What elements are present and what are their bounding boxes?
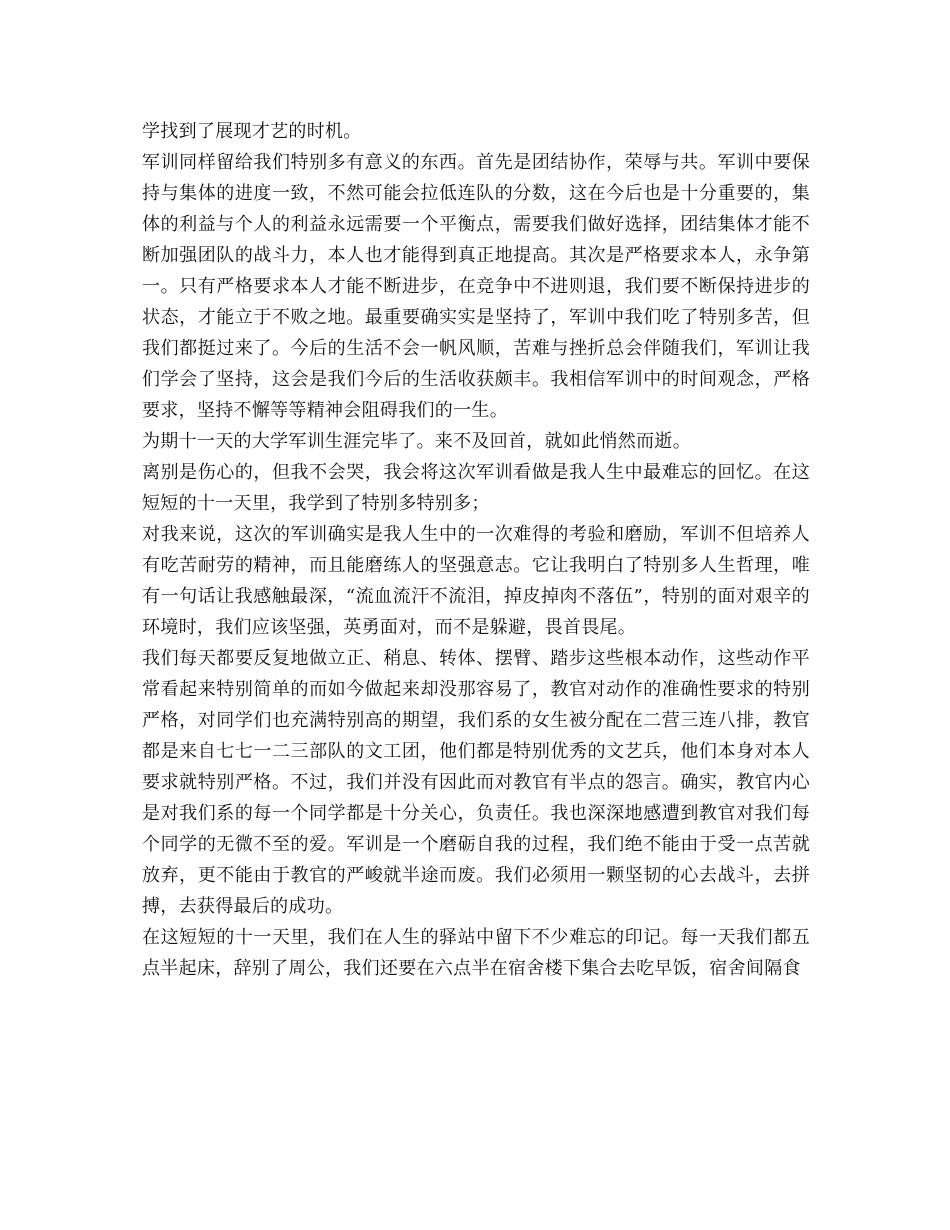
- paragraph-2: 军训同样留给我们特别多有意义的东西。首先是团结协作，荣辱与共。军训中要保持与集体的进度一致，不然可能会拉低连队的分数，这在今后也是十分重要的，集体的利益与个人的利益永远需要一个平衡点，需要我们做好选择，团结集体才能不断加强团队的战斗力，本人也才能得到真正地提高。其次是严格要求本人，永争第一。只有严格要求本人才能不断进步，在竞争中不进则退，我们要不断保持进步的状态，才能立于不败之地。最重要确实实是坚持了，军训中我们吃了特别多苦，但我们都挺过来了。今后的生活不会一帆风顺，苦难与挫折总会伴随我们，军训让我们学会了坚持，这会是我们今后的生活收获颇丰。我相信军训中的时间观念，严格要求，坚持不懈等等精神会阻碍我们的一生。: [142, 152, 810, 421]
- paragraph-6: 我们每天都要反复地做立正、稍息、转体、摆臂、踏步这些根本动作，这些动作平常看起来特别简单的而如今做起来却没那容易了，教官对动作的准确性要求的特别严格，对同学们也充满特别高的期望，我们系的女生被分配在二营三连八排，教官都是来自七七一二三部队的文工团，他们都是特别优秀的文艺兵，他们本身对本人要求就特别严格。不过，我们并没有因此而对教官有半点的怨言。确实，教官内心是对我们系的每一个同学都是十分关心，负责任。我也深深地感遭到教官对我们每个同学的无微不至的爱。军训是一个磨砺自我的过程，我们绝不能由于受一点苦就放弃，更不能由于教官的严峻就半途而废。我们必须用一颗坚韧的心去战斗，去拼搏，去获得最后的成功。: [142, 648, 810, 917]
- paragraph-5: 对我来说，这次的军训确实是我人生中的一次难得的考验和磨励，军训不但培养人有吃苦耐劳的精神，而且能磨练人的坚强意志。它让我明白了特别多人生哲理，唯有一句话让我感触最深，“流血流汗不流泪，掉皮掉肉不落伍”，特别的面对艰辛的环境时，我们应该坚强，英勇面对，而不是躲避，畏首畏尾。: [142, 524, 810, 638]
- paragraph-4: 离别是伤心的，但我不会哭，我会将这次军训看做是我人生中最难忘的回忆。在这短短的十一天里，我学到了特别多特别多；: [142, 462, 810, 514]
- paragraph-3: 为期十一天的大学军训生涯完毕了。来不及回首，就如此悄然而逝。: [142, 431, 691, 452]
- paragraph-1: 学找到了展现才艺的时机。: [142, 121, 362, 142]
- paragraph-7: 在这短短的十一天里，我们在人生的驿站中留下不少难忘的印记。每一天我们都五点半起床，辞别了周公，我们还要在六点半在宿舍楼下集合去吃早饭，宿舍间隔食: [142, 927, 810, 979]
- document-body: [142, 116, 810, 984]
